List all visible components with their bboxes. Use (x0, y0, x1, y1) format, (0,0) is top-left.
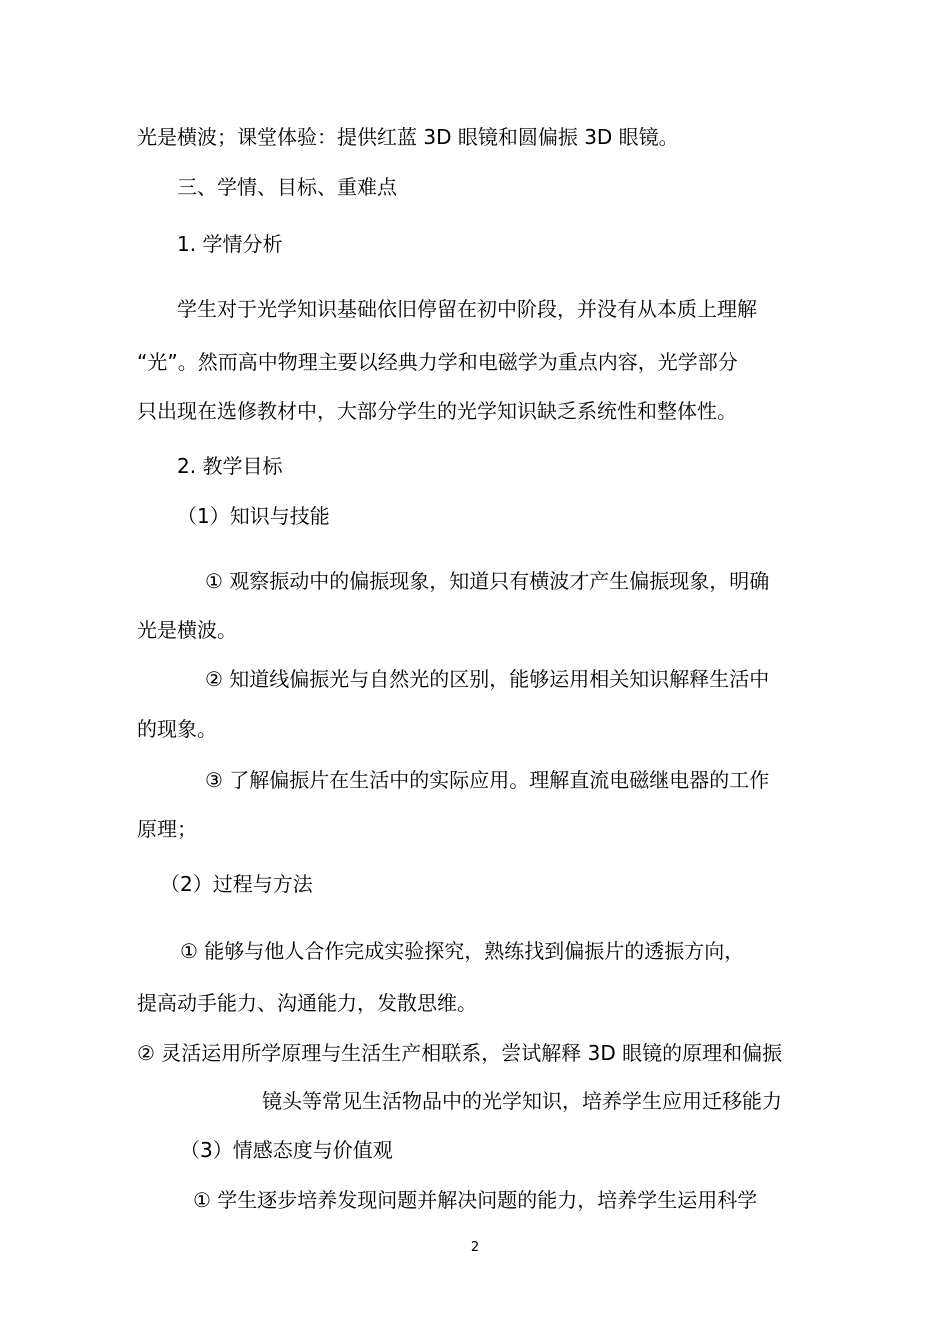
list-item: ② 知道线偏振光与自然光的区别，能够运用相关知识解释生活中 (205, 667, 770, 691)
subsection-heading: （1）知识与技能 (177, 504, 330, 528)
list-item: ① 观察振动中的偏振现象，知道只有横波才产生偏振现象，明确 (205, 569, 770, 593)
paragraph-line: 只出现在选修教材中，大部分学生的光学知识缺乏系统性和整体性。 (137, 399, 737, 423)
list-item-continuation: 光是横波。 (137, 618, 237, 642)
list-item-continuation: 的现象。 (137, 717, 217, 741)
list-item: ② 灵活运用所学原理与生活生产相联系，尝试解释 3D 眼镜的原理和偏振 (137, 1041, 783, 1065)
page-number: 2 (470, 1240, 480, 1255)
list-item: ① 能够与他人合作完成实验探究，熟练找到偏振片的透振方向， (180, 939, 745, 963)
subsection-heading: （2）过程与方法 (160, 872, 313, 896)
list-item-continuation: 原理； (137, 817, 197, 841)
subsection-heading: （3）情感态度与价值观 (180, 1138, 393, 1162)
list-item: ① 学生逐步培养发现问题并解决问题的能力，培养学生运用科学 (193, 1188, 758, 1212)
list-item-continuation: 提高动手能力、沟通能力，发散思维。 (137, 991, 477, 1015)
list-item: ③ 了解偏振片在生活中的实际应用。理解直流电磁继电器的工作 (205, 768, 770, 792)
subsection-heading: 2. 教学目标 (177, 454, 283, 478)
section-heading: 三、学情、目标、重难点 (177, 175, 397, 199)
text-line: 光是横波；课堂体验：提供红蓝 3D 眼镜和圆偏振 3D 眼镜。 (137, 125, 679, 149)
paragraph-line: 学生对于光学知识基础依旧停留在初中阶段，并没有从本质上理解 (177, 297, 757, 321)
paragraph-line: “光”。然而高中物理主要以经典力学和电磁学为重点内容，光学部分 (137, 350, 738, 374)
subsection-heading: 1. 学情分析 (177, 232, 283, 256)
list-item-continuation: 镜头等常见生活物品中的光学知识，培养学生应用迁移能力 (262, 1089, 782, 1113)
